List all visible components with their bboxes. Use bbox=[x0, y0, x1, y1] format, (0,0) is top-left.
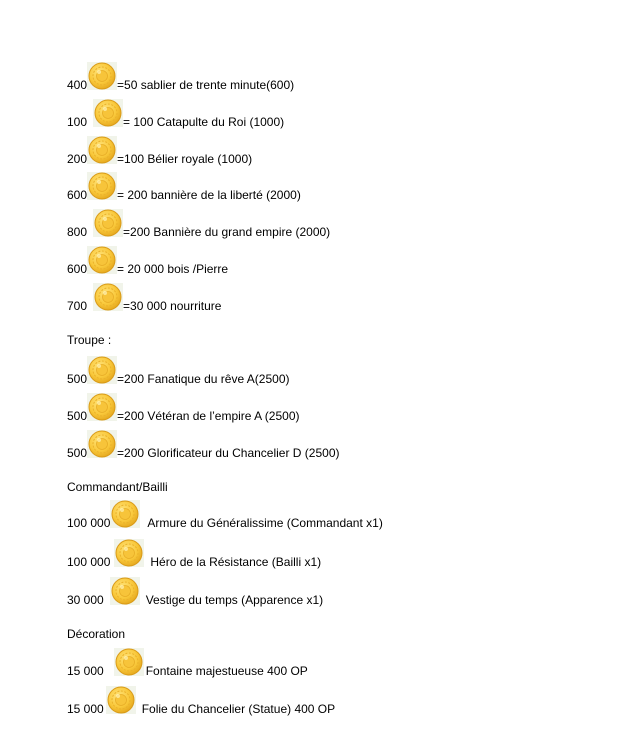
reward-text: =200 Vétéran de l’empire A (2500) bbox=[117, 409, 300, 423]
amount: 15 000 bbox=[67, 664, 104, 678]
reward-text: Armure du Généralissime (Commandant x1) bbox=[147, 516, 383, 530]
gold-coin-icon bbox=[110, 500, 140, 528]
amount: 600 bbox=[67, 262, 88, 276]
amount: 700 bbox=[67, 299, 88, 313]
reward-text: =200 Bannière du grand empire (2000) bbox=[123, 225, 331, 239]
gold-coin-icon bbox=[114, 539, 144, 567]
amount: 200 bbox=[67, 152, 88, 166]
reward-text: Folie du Chancelier (Statue) 400 OP bbox=[141, 702, 336, 716]
amount: 400 bbox=[67, 78, 88, 92]
gold-coin-icon bbox=[110, 577, 140, 605]
amount: 100 bbox=[67, 115, 88, 129]
amount: 500 bbox=[67, 409, 88, 423]
reward-text: = 200 bannière de la liberté (2000) bbox=[117, 188, 301, 202]
amount: 600 bbox=[67, 188, 88, 202]
reward-text: Vestige du temps (Apparence x1) bbox=[145, 593, 324, 607]
troupe-row bbox=[67, 354, 290, 386]
amount: 100 000 bbox=[67, 516, 111, 530]
gold-coin-icon bbox=[93, 209, 123, 237]
gold-coin-icon bbox=[87, 430, 117, 458]
reward-text: Fontaine majestueuse 400 OP bbox=[145, 664, 308, 678]
exchange-row bbox=[67, 281, 221, 313]
section-heading-commandant: Commandant/Bailli bbox=[67, 480, 168, 494]
reward-text: = 100 Catapulte du Roi (1000) bbox=[123, 115, 285, 129]
section-heading-decoration: Décoration bbox=[67, 627, 126, 641]
reward-text: =200 Fanatique du rêve A(2500) bbox=[117, 372, 290, 386]
gold-coin-icon bbox=[93, 283, 123, 311]
commandant-row bbox=[67, 498, 383, 530]
section-heading-troupe: Troupe : bbox=[67, 333, 112, 347]
gold-coin-icon bbox=[87, 393, 117, 421]
troupe-row bbox=[67, 428, 339, 460]
amount: 800 bbox=[67, 225, 88, 239]
exchange-row bbox=[67, 97, 284, 129]
reward-text: =200 Glorificateur du Chancelier D (2500) bbox=[117, 446, 340, 460]
amount: 500 bbox=[67, 446, 88, 460]
exchange-row bbox=[67, 207, 330, 239]
amount: 15 000 bbox=[67, 702, 104, 716]
amount: 500 bbox=[67, 372, 88, 386]
decoration-row bbox=[67, 646, 308, 678]
reward-text: =50 sablier de trente minute(600) bbox=[117, 78, 295, 92]
gold-coin-icon bbox=[93, 99, 123, 127]
gold-coin-icon bbox=[114, 648, 144, 676]
decoration-row bbox=[67, 684, 335, 716]
gold-coin-icon bbox=[87, 246, 117, 274]
gold-coin-icon bbox=[87, 172, 117, 200]
reward-text: =30 000 nourriture bbox=[123, 299, 222, 313]
commandant-row bbox=[67, 575, 323, 607]
gold-coin-icon bbox=[87, 356, 117, 384]
gold-coin-icon bbox=[106, 686, 136, 714]
gold-coin-icon bbox=[87, 136, 117, 164]
commandant-row bbox=[67, 537, 321, 569]
exchange-row bbox=[67, 170, 301, 202]
exchange-row bbox=[67, 60, 294, 92]
exchange-row bbox=[67, 244, 228, 276]
reward-text: = 20 000 bois /Pierre bbox=[117, 262, 229, 276]
amount: 100 000 bbox=[67, 555, 111, 569]
reward-text: =100 Bélier royale (1000) bbox=[117, 152, 253, 166]
exchange-row bbox=[67, 134, 252, 166]
gold-coin-icon bbox=[87, 62, 117, 90]
reward-text: Héro de la Résistance (Bailli x1) bbox=[150, 555, 322, 569]
troupe-row bbox=[67, 391, 300, 423]
amount: 30 000 bbox=[67, 593, 104, 607]
